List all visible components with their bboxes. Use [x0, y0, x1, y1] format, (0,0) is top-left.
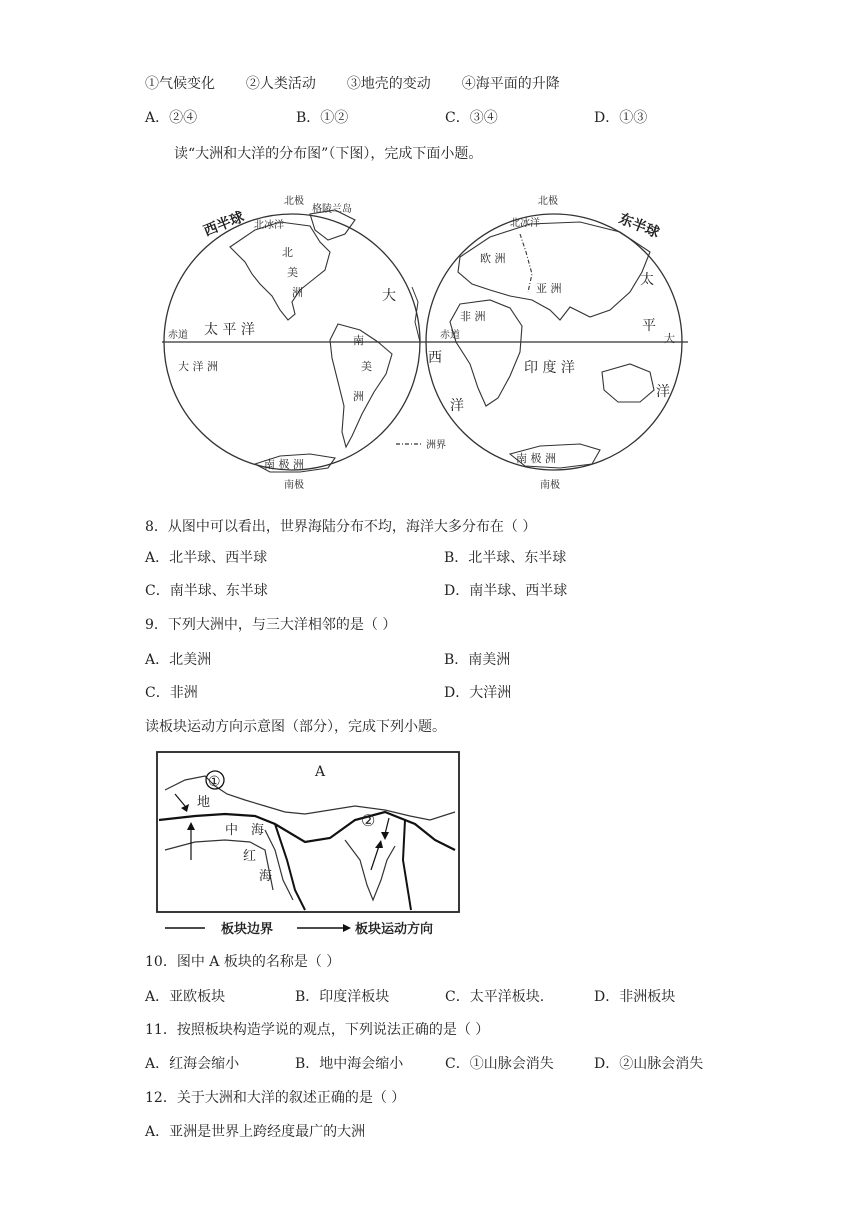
legend-direction-head — [343, 924, 351, 932]
antarctica-east-label: 南 极 洲 — [516, 452, 556, 465]
pacific-east-3: 大 — [664, 332, 675, 345]
legend-direction-text: 板块运动方向 — [355, 922, 434, 937]
q8-choice-a: A．北半球、西半球 — [145, 550, 268, 566]
greenland-label: 格陵兰岛 — [312, 204, 352, 215]
pacific-east-1: 太 — [640, 272, 654, 288]
q7-choice-a: A．②④ — [145, 110, 198, 126]
na-label-1: 北 — [282, 246, 293, 259]
q8-choice-b: B．北半球、东半球 — [444, 550, 567, 566]
map-intro: 读“大洲和大洋的分布图”（下图），完成下面小题。 — [174, 146, 483, 162]
legend-boundary-text: 板块边界 — [221, 922, 274, 937]
q10-choice-b: B．印度洋板块 — [295, 989, 390, 1005]
pacific-east-2: 平 — [642, 318, 656, 334]
atlantic-big-label: 大 — [382, 288, 396, 304]
med-label-1: 地 — [197, 795, 211, 810]
plate-arrow-head — [381, 832, 389, 840]
q9-choice-a: A．北美洲 — [145, 652, 212, 668]
africa-coast — [165, 840, 273, 890]
q7-choice-b: B．①② — [296, 110, 349, 126]
q10-choice-d: D．非洲板块 — [594, 989, 676, 1005]
q7-choice-d: D．①③ — [594, 110, 648, 126]
east-title: 东半球 — [616, 210, 662, 242]
sa-label-3: 洲 — [353, 390, 364, 403]
q9-choice-c: C．非洲 — [145, 685, 198, 701]
indian-ocean-label: 印 度 洋 — [524, 360, 575, 376]
equator-west-label: 赤道 — [168, 330, 188, 341]
plate-intro: 读板块运动方向示意图（部分），完成下列小题。 — [145, 719, 446, 735]
mountain-2-label: ② — [361, 811, 376, 830]
plate-arrow-head — [187, 822, 195, 830]
q11-choice-b: B．地中海会缩小 — [295, 1056, 404, 1072]
mountain-1-label: ① — [208, 774, 221, 790]
q11-choice-a: A．红海会缩小 — [145, 1056, 240, 1072]
q10-stem: 10．图中 A 板块的名称是（ ） — [145, 954, 341, 970]
north-pole-west: 北极 — [284, 196, 304, 207]
india-coast — [345, 840, 395, 900]
atlantic-yang-label: 洋 — [450, 398, 464, 414]
plate-movement-map — [155, 750, 465, 940]
south-pole-east: 南极 — [540, 480, 560, 491]
q11-stem: 11．按照板块构造学说的观点，下列说法正确的是（ ） — [145, 1022, 490, 1038]
q7-item: ③地壳的变动 — [346, 76, 431, 92]
sa-label-2: 美 — [361, 360, 372, 373]
europe-africa-edge-west — [412, 287, 420, 342]
q7-item: ①气候变化 — [145, 76, 215, 92]
plate-label-a: A — [315, 764, 326, 780]
q7-items — [145, 73, 560, 93]
q10-choice-a: A．亚欧板块 — [145, 989, 226, 1005]
plate-arrow-head — [375, 840, 383, 848]
q9-choice-b: B．南美洲 — [444, 652, 511, 668]
plate-arrow — [385, 818, 389, 834]
oceania-west-label: 大 洋 洲 — [178, 360, 218, 373]
med-label-3: 海 — [251, 823, 265, 838]
q12-stem: 12．关于大洲和大洋的叙述正确的是（ ） — [145, 1090, 406, 1106]
plate-arrow — [175, 794, 185, 806]
q8-stem: 8．从图中可以看出，世界海陆分布不均，海洋大多分布在（ ） — [145, 519, 537, 535]
eurasia-shape — [458, 222, 650, 320]
world-hemispheres-map — [160, 192, 690, 492]
red-sea-label-1: 红 — [243, 849, 257, 864]
africa-label: 非 洲 — [460, 310, 486, 323]
arctic-east-label: 北冰洋 — [510, 218, 540, 229]
pacific-east-4: 洋 — [656, 384, 670, 400]
arctic-west-label: 北冰洋 — [254, 220, 284, 231]
west-title: 西半球 — [201, 209, 247, 240]
q8-choice-c: C．南半球、东半球 — [145, 583, 268, 599]
europe-label: 欧 洲 — [480, 252, 506, 265]
atlantic-xi-label: 西 — [428, 350, 442, 366]
sa-label-1: 南 — [353, 334, 364, 347]
q11-choice-d: D．②山脉会消失 — [594, 1056, 704, 1072]
australia-shape — [602, 364, 654, 402]
na-label-2: 美 — [287, 266, 298, 279]
q12-choice-a: A．亚洲是世界上跨经度最广的大洲 — [145, 1124, 366, 1140]
plate-boundary — [159, 812, 455, 850]
south-pole-west: 南极 — [284, 480, 304, 491]
plate-arrow — [371, 846, 379, 870]
pacific-west-label: 太 平 洋 — [204, 322, 255, 338]
na-label-3: 洲 — [292, 286, 303, 299]
q9-stem: 9．下列大洲中，与三大洋相邻的是（ ） — [145, 617, 397, 633]
q8-choice-d: D．南半球、西半球 — [444, 583, 568, 599]
q11-choice-c: C．①山脉会消失 — [445, 1056, 554, 1072]
east-boundary — [403, 820, 411, 910]
antarctica-west-label: 南 极 洲 — [264, 458, 304, 471]
q7-choice-c: C．③④ — [445, 110, 498, 126]
q7-item: ②人类活动 — [245, 76, 316, 92]
q7-item: ④海平面的升降 — [461, 76, 560, 92]
med-label-2: 中 — [225, 823, 239, 838]
continent-boundary-dash — [520, 234, 532, 292]
q10-choice-c: C．太平洋板块. — [445, 989, 545, 1005]
q9-choice-d: D．大洋洲 — [444, 685, 512, 701]
red-sea-label-2: 海 — [259, 869, 273, 884]
north-america-shape — [230, 222, 330, 320]
equator-east-label: 赤道 — [440, 330, 460, 341]
north-pole-east: 北极 — [538, 196, 558, 207]
asia-label: 亚 洲 — [536, 282, 562, 295]
legend-boundary-label: 洲界 — [426, 440, 446, 451]
